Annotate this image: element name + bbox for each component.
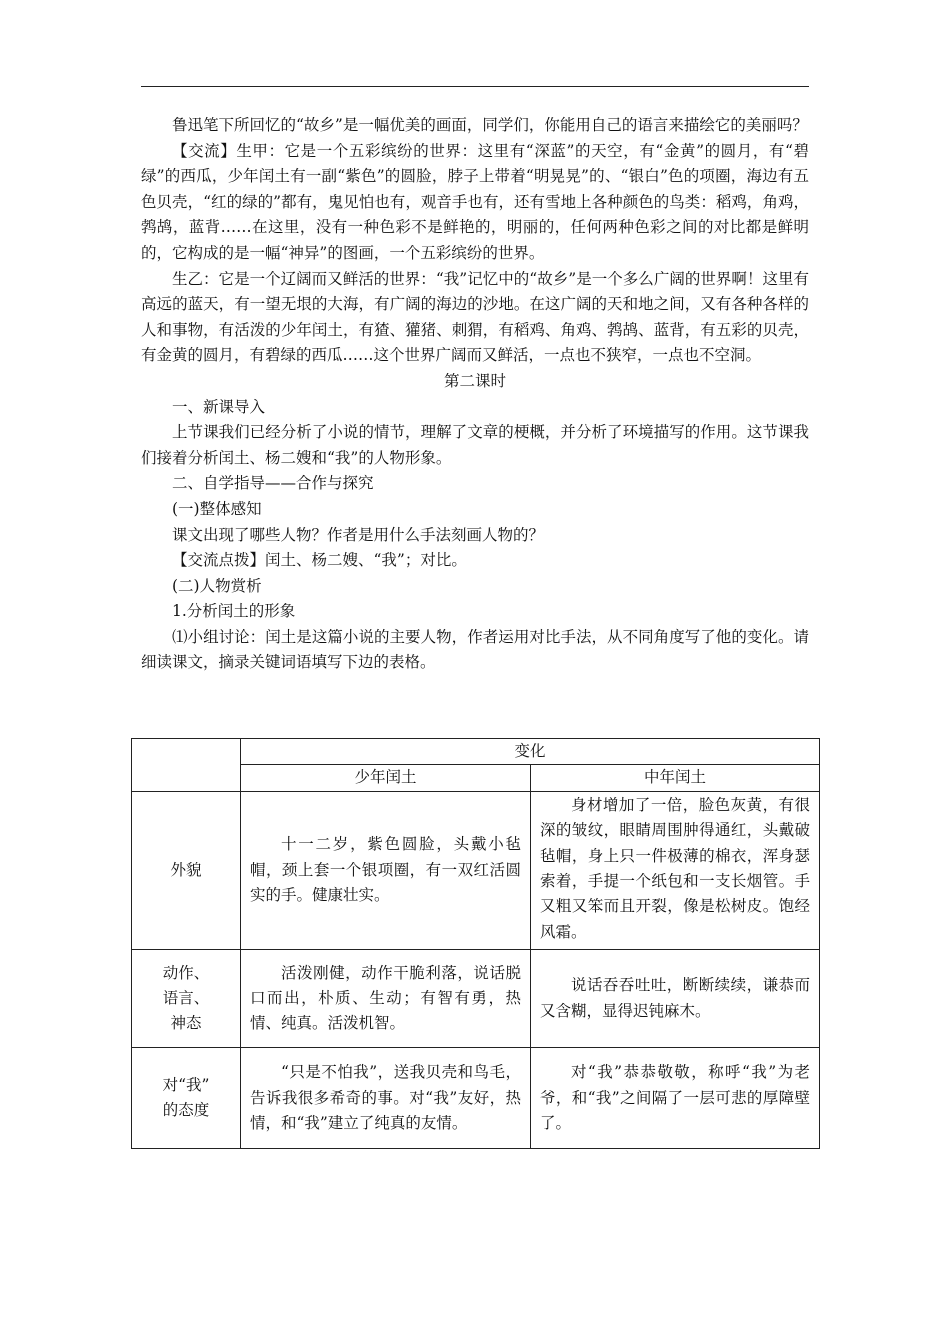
cell-middle-attitude: 对“我”恭恭敬敬，称呼“我”为老爷，和“我”之间隔了一层可悲的厚障壁了。 bbox=[531, 1048, 820, 1149]
cell-young-appearance: 十一二岁，紫色圆脸，头戴小毡帽，颈上套一个银项圈，有一双红活圆实的手。健康壮实。 bbox=[241, 791, 531, 949]
subheading-character-analysis: (二)人物赏析 bbox=[172, 576, 262, 595]
heading-new-lesson: 一、新课导入 bbox=[172, 397, 266, 416]
overview-answer: 【交流点拨】闰土、杨二嫂、“我”；对比。 bbox=[172, 551, 467, 570]
heading-self-study: 二、自学指导——合作与探究 bbox=[172, 474, 374, 493]
table-row bbox=[132, 1048, 820, 1149]
cell-middle-action: 说话吞吞吐吐，断断续续，谦恭而又含糊，显得迟钝麻木。 bbox=[531, 950, 820, 1048]
column-young-runtu: 少年闰土 bbox=[241, 765, 531, 791]
intro-question: 鲁迅笔下所回忆的“故乡”是一幅优美的画面，同学们，你能用自己的语言来描绘它的美丽吗？ bbox=[172, 116, 808, 134]
table-row bbox=[132, 950, 820, 1048]
row-label-appearance: 外貌 bbox=[132, 791, 241, 949]
table-corner-cell bbox=[132, 739, 241, 792]
table-row bbox=[132, 791, 820, 949]
item-runtu-analysis: 1.分析闰土的形象 bbox=[172, 602, 296, 621]
overview-question: 课文出现了哪些人物？作者是用什么手法刻画人物的？ bbox=[172, 525, 545, 544]
group-discussion-task: ⑴小组讨论：闰土是这篇小说的主要人物，作者运用对比手法，从不同角度写了他的变化。请细读课文，摘录关键词语填写下边的表格。 bbox=[141, 627, 809, 672]
section-title: 第二课时 bbox=[443, 371, 506, 390]
comparison-table bbox=[131, 738, 820, 1149]
column-middle-aged-runtu: 中年闰土 bbox=[531, 765, 820, 791]
exchange-student-a: 【交流】生甲：它是一个五彩缤纷的世界：这里有“深蓝”的天空，有“金黄”的圆月，有“碧绿”的西瓜，少年闰土有一副“紫色”的圆脸，脖子上带着“明晃晃”的、“银白”色的项圈，海边有五色贝壳，“红的绿的”都有，鬼见怕也有，观音手也有，还有雪地上各种颜色的鸟类：稻鸡，角鸡，鹁鸪，蓝背……在这里，没有一种色彩不是鲜艳的，明丽的，任何两种色彩之间的对比都是鲜明的，它构成的是一幅“神异”的图画，一个五彩缤纷的世界。 bbox=[141, 141, 809, 262]
cell-young-attitude: “只是不怕我”，送我贝壳和鸟毛，告诉我很多希奇的事。对“我”友好，热情，和“我”建立了纯真的友情。 bbox=[241, 1048, 531, 1149]
header-rule bbox=[141, 86, 809, 87]
subheading-overview: (一)整体感知 bbox=[172, 499, 262, 518]
document-body bbox=[141, 113, 809, 676]
row-label-action-speech-manner: 动作、 语言、 神态 bbox=[132, 950, 241, 1048]
table-header-change: 变化 bbox=[241, 739, 820, 765]
row-label-attitude: 对“我” 的态度 bbox=[132, 1048, 241, 1149]
table-header-row bbox=[132, 739, 820, 765]
exchange-student-b: 生乙：它是一个辽阔而又鲜活的世界：“我”记忆中的“故乡”是一个多么广阔的世界啊！这里有高远的蓝天，有一望无垠的大海，有广阔的海边的沙地。在这广阔的天和地之间，又有各种各样的人和事物，有活泼的少年闰土，有猹、獾猪、刺猬，有稻鸡、角鸡、鹁鸪、蓝背，有五彩的贝壳，有金黄的圆月，有碧绿的西瓜……这个世界广阔而又鲜活，一点也不狭窄，一点也不空洞。 bbox=[141, 269, 809, 365]
cell-middle-appearance: 身材增加了一倍，脸色灰黄，有很深的皱纹，眼睛周围肿得通红，头戴破毡帽，身上只一件极薄的棉衣，浑身瑟索着，手提一个纸包和一支长烟管。手又粗又笨而且开裂，像是松树皮。饱经风霜。 bbox=[531, 791, 820, 949]
cell-young-action: 活泼刚健，动作干脆利落，说话脱口而出，朴质、生动；有智有勇，热情、纯真。活泼机智。 bbox=[241, 950, 531, 1048]
new-lesson-text: 上节课我们已经分析了小说的情节，理解了文章的梗概，并分析了环境描写的作用。这节课我们接着分析闰土、杨二嫂和“我”的人物形象。 bbox=[141, 423, 809, 467]
